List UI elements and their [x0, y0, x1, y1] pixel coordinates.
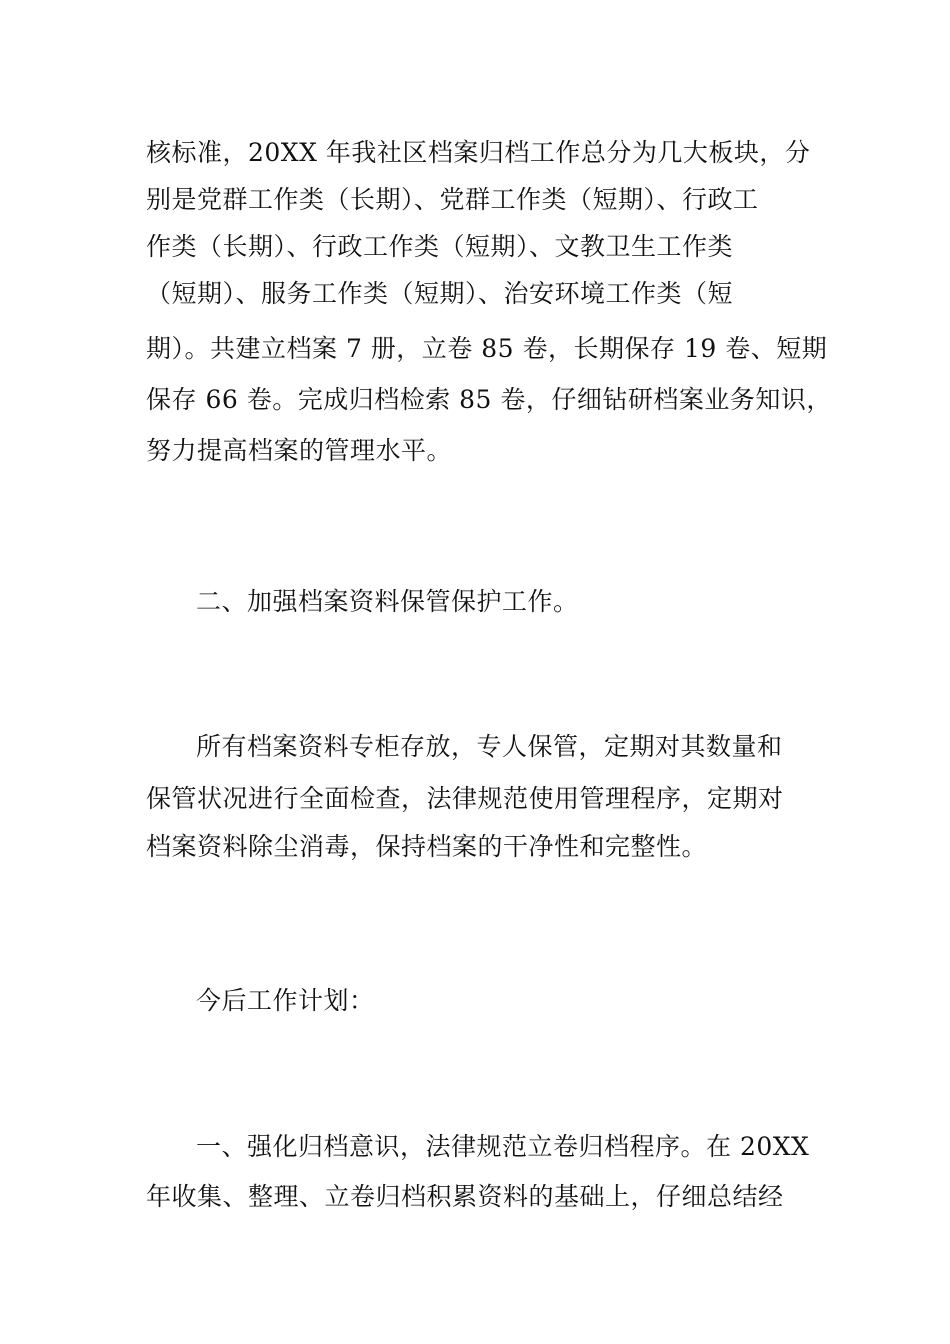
- text-line: 所有档案资料专柜存放，专人保管，定期对其数量和: [196, 732, 783, 761]
- text-line: 别是党群工作类（长期）、党群工作类（短期）、行政工: [146, 185, 759, 214]
- text-line: 档案资料除尘消毒，保持档案的干净性和完整性。: [146, 832, 708, 861]
- text-line: 核标准，20XX 年我社区档案归档工作总分为几大板块，分: [146, 138, 811, 167]
- text-line: 作类（长期）、行政工作类（短期）、文教卫生工作类: [146, 232, 734, 261]
- text-line: 年收集、整理、立卷归档积累资料的基础上，仔细总结经: [146, 1182, 784, 1211]
- section-heading: 二、加强档案资料保管保护工作。: [196, 587, 579, 616]
- text-line: 努力提高档案的管理水平。: [146, 436, 453, 465]
- text-line: 一、强化归档意识，法律规范立卷归档程序。在 20XX: [196, 1132, 810, 1161]
- section-heading-plan: 今后工作计划：: [196, 986, 375, 1015]
- text-line: 保存 66 卷。完成归档检索 85 卷，仔细钻研档案业务知识，: [146, 385, 832, 414]
- text-line: （短期）、服务工作类（短期）、治安环境工作类（短: [146, 279, 734, 308]
- text-line: 保管状况进行全面检查，法律规范使用管理程序，定期对: [146, 784, 784, 813]
- text-line: 期）。共建立档案 7 册，立卷 85 卷，长期保存 19 卷、短期: [146, 334, 828, 363]
